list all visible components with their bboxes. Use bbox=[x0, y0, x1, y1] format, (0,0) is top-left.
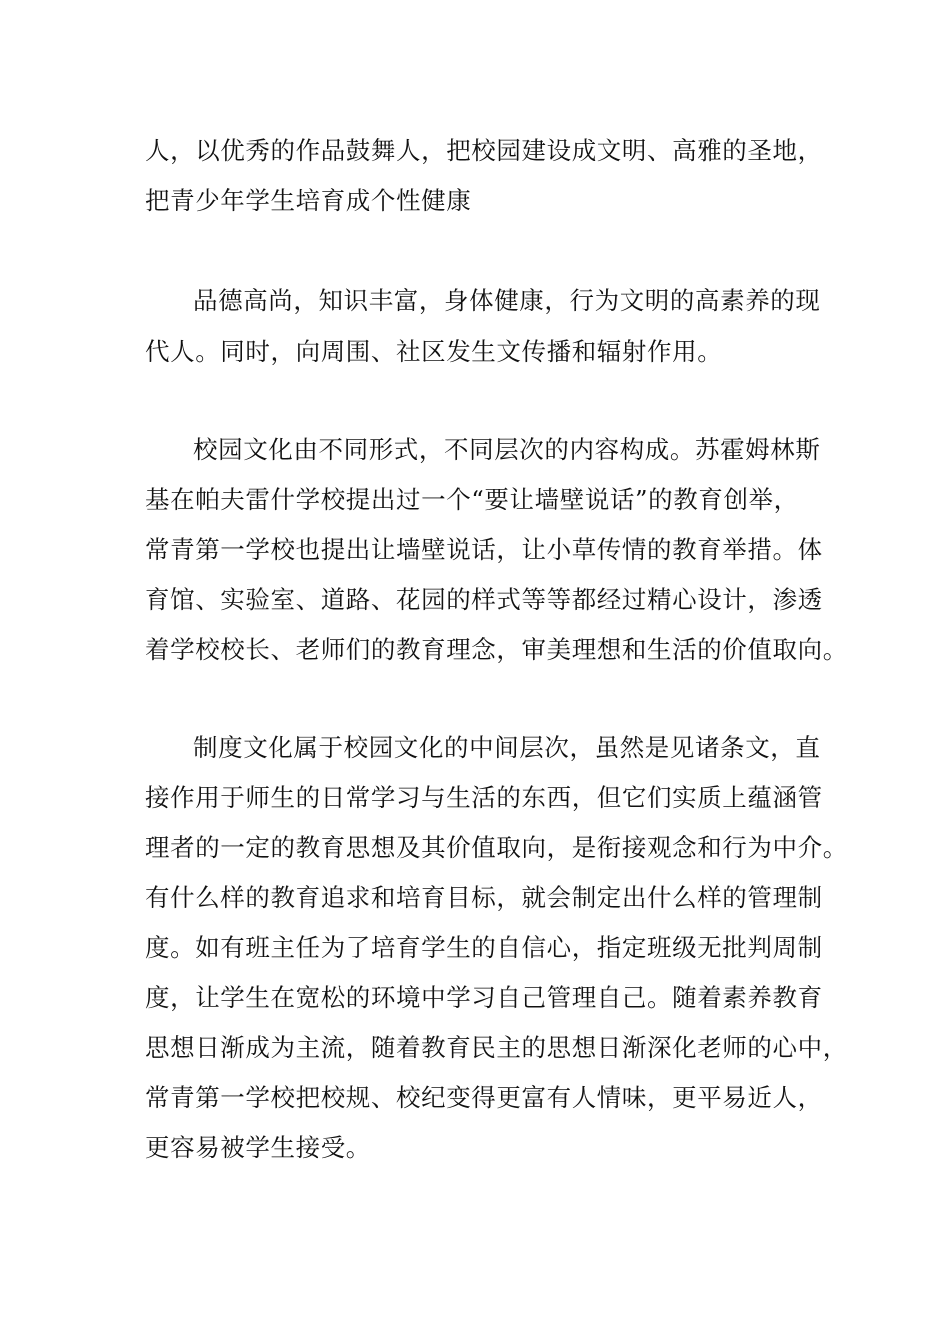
paragraph-line: 人，以优秀的作品鼓舞人，把校园建设成文明、高雅的圣地， bbox=[145, 136, 823, 165]
paragraph-line: 把青少年学生培育成个性健康 bbox=[145, 186, 472, 215]
paragraph-line: 思想日渐成为主流，随着教育民主的思想日渐深化老师的心中， bbox=[145, 1033, 848, 1062]
paragraph-line: 着学校校长、老师们的教育理念，审美理想和生活的价值取向。 bbox=[145, 635, 848, 664]
paragraph-line: 育馆、实验室、道路、花园的样式等等都经过精心设计，渗透 bbox=[145, 585, 823, 614]
paragraph-line: 理者的一定的教育思想及其价值取向，是衔接观念和行为中介。 bbox=[145, 833, 848, 862]
paragraph-line: 接作用于师生的日常学习与生活的东西，但它们实质上蕴涵管 bbox=[145, 783, 823, 812]
paragraph-line: 品德高尚，知识丰富，身体健康，行为文明的高素养的现 bbox=[193, 286, 821, 315]
paragraph-line: 制度文化属于校园文化的中间层次，虽然是见诸条文，直 bbox=[193, 733, 821, 762]
paragraph-line: 更容易被学生接受。 bbox=[145, 1133, 371, 1162]
paragraph-line: 度。如有班主任为了培育学生的自信心，指定班级无批判周制 bbox=[145, 933, 823, 962]
paragraph-line: 校园文化由不同形式，不同层次的内容构成。苏霍姆林斯 bbox=[193, 435, 821, 464]
paragraph-line: 基在帕夫雷什学校提出过一个“要让墙壁说话”的教育创举， bbox=[145, 485, 799, 514]
paragraph-line: 有什么样的教育追求和培育目标，就会制定出什么样的管理制 bbox=[145, 883, 823, 912]
paragraph-line: 度，让学生在宽松的环境中学习自己管理自己。随着素养教育 bbox=[145, 983, 823, 1012]
paragraph-line: 代人。同时，向周围、社区发生文传播和辐射作用。 bbox=[145, 337, 723, 366]
paragraph-line: 常青第一学校把校规、校纪变得更富有人情味，更平易近人， bbox=[145, 1083, 823, 1112]
paragraph-line: 常青第一学校也提出让墙壁说话，让小草传情的教育举措。体 bbox=[145, 535, 823, 564]
